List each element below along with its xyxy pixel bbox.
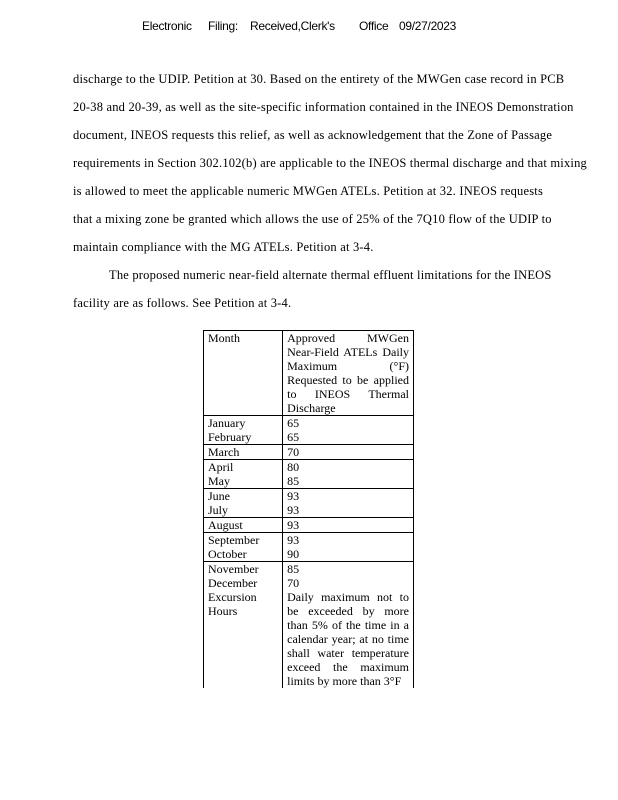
value-cell: 65 (283, 430, 414, 445)
table-row (204, 562, 414, 577)
paragraph-1-line: 20-38 and 20-39, as well as the site-specific information contained in the INEOS Demonstration (73, 100, 574, 114)
month-cell: December (204, 576, 283, 590)
value-cell: 90 (283, 547, 414, 562)
table-row (204, 416, 414, 431)
value-cell: 85 (283, 562, 414, 577)
atel-column-header: Approved MWGen Near-Field ATELs Daily Maximum (°F) Requested to be applied to INEOS Thermal Discharge (283, 331, 414, 416)
value-cell: 93 (283, 518, 414, 533)
month-cell: March (204, 445, 283, 460)
month-cell: July (204, 503, 283, 518)
excursion-label-cell: Excursion Hours (204, 590, 283, 688)
month-cell: January (204, 416, 283, 431)
paragraph-1-line: that a mixing zone be granted which allows the use of 25% of the 7Q10 flow of the UDIP to (73, 212, 552, 226)
value-cell: 93 (283, 489, 414, 504)
document-body (73, 72, 613, 324)
paragraph-2-line: facility are as follows. See Petition at 3-4. (73, 296, 292, 310)
month-cell: May (204, 474, 283, 489)
atel-limits-table (203, 330, 414, 688)
table-row (204, 533, 414, 548)
header-filing: Filing: (208, 19, 238, 33)
value-cell: 93 (283, 533, 414, 548)
paragraph-1-line: discharge to the UDIP. Petition at 30. Based on the entirety of the MWGen case record in PCB (73, 72, 565, 86)
month-cell: June (204, 489, 283, 504)
table-row (204, 518, 414, 533)
value-cell: 70 (283, 576, 414, 590)
paragraph-1-line: document, INEOS requests this relief, as well as acknowledgement that the Zone of Passage (73, 128, 553, 142)
excursion-row (204, 590, 414, 688)
value-cell: 93 (283, 503, 414, 518)
paragraph-1-line: requirements in Section 302.102(b) are applicable to the INEOS thermal discharge and that mixing (73, 156, 587, 170)
month-cell: February (204, 430, 283, 445)
month-cell: October (204, 547, 283, 562)
table-row (204, 430, 414, 445)
table-row (204, 547, 414, 562)
table-row (204, 503, 414, 518)
table-header-row (204, 331, 414, 416)
table-row (204, 445, 414, 460)
header-office: Office (359, 19, 389, 33)
header-date: 09/27/2023 (399, 19, 457, 33)
excursion-text-cell: Daily maximum not to be exceeded by more than 5% of the time in a calendar year; at no time shall water temperature exceed the maximum limits by more than 3°F (283, 590, 414, 688)
value-cell: 65 (283, 416, 414, 431)
month-cell: November (204, 562, 283, 577)
paragraph-1-line: maintain compliance with the MG ATELs. Petition at 3-4. (73, 240, 374, 254)
table-row (204, 489, 414, 504)
header-electronic: Electronic (142, 19, 192, 33)
value-cell: 85 (283, 474, 414, 489)
table-row (204, 576, 414, 590)
month-cell: April (204, 460, 283, 475)
month-column-header: Month (204, 331, 283, 416)
month-cell: September (204, 533, 283, 548)
table-row (204, 460, 414, 475)
month-cell: August (204, 518, 283, 533)
paragraph-1-line: is allowed to meet the applicable numeric MWGen ATELs. Petition at 32. INEOS requests (73, 184, 544, 198)
table-row (204, 474, 414, 489)
header-received: Received,Clerk's (250, 19, 335, 33)
value-cell: 80 (283, 460, 414, 475)
paragraph-2-line: The proposed numeric near-field alternate thermal effluent limitations for the INEOS (109, 268, 552, 282)
value-cell: 70 (283, 445, 414, 460)
